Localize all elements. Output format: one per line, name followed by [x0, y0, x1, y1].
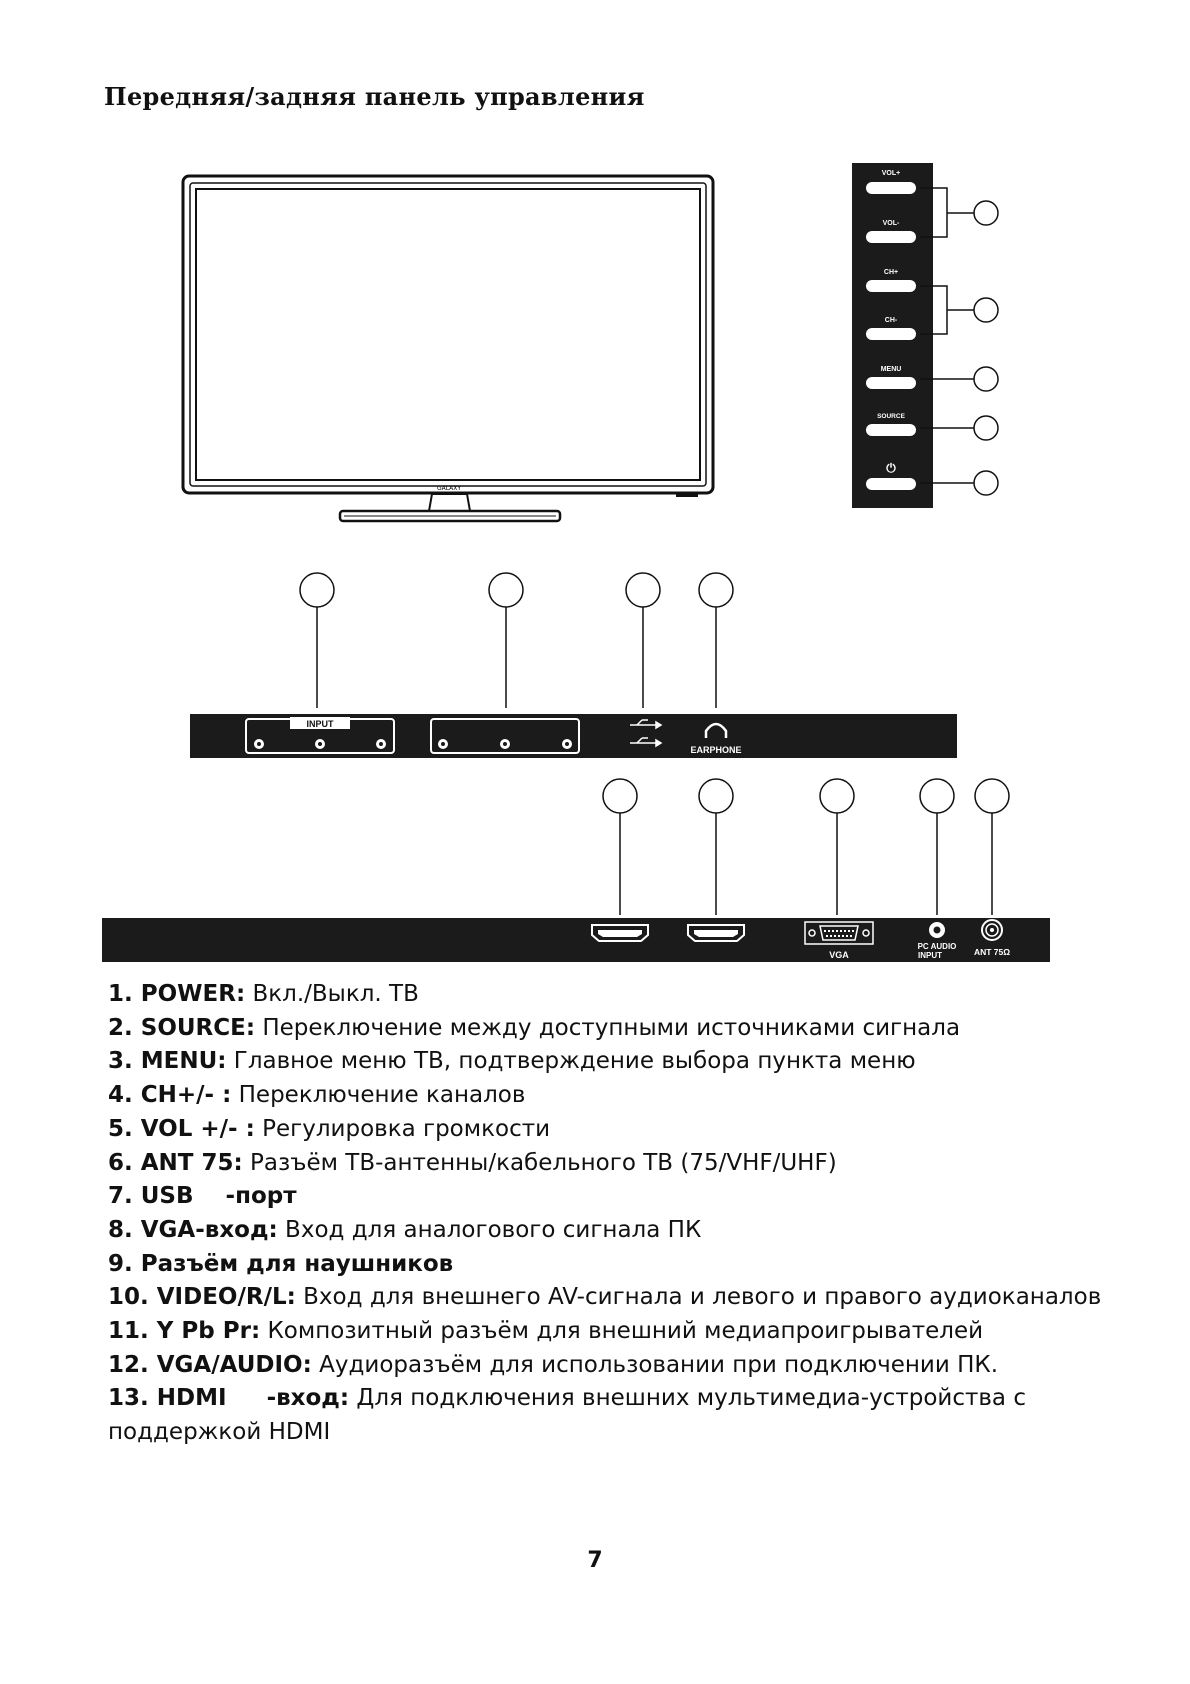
callout-circle	[974, 471, 998, 495]
page-number: 7	[587, 1548, 603, 1573]
input-label: INPUT	[306, 719, 334, 729]
legend-item-ypbpr: 11. Y Pb Pr: Композитный разъём для внешний медиапроигрывателей	[108, 1318, 984, 1345]
svg-text:CH-: CH-	[884, 317, 898, 324]
ant-label: ANT 75Ω	[973, 947, 1011, 957]
svg-text:VOL+: VOL+	[881, 170, 901, 177]
svg-text:SOURCE: SOURCE	[877, 413, 905, 420]
callout-circle	[920, 779, 954, 813]
lower-callouts	[603, 779, 1009, 915]
svg-text:VOL-: VOL-	[882, 220, 900, 227]
tv-brand-mark: GALAXY	[436, 485, 462, 492]
legend-item-video: 10. VIDEO/R/L: Вход для внешнего AV-сигнала и левого и правого аудиоканалов	[108, 1284, 1102, 1311]
tv-front-view	[183, 176, 713, 521]
legend-item-earphone: 9. Разъём для наушников	[108, 1250, 454, 1277]
callout-circle	[974, 367, 998, 391]
legend-item-source: 2. SOURCE: Переключение между доступными источниками сигнала	[108, 1014, 961, 1041]
legend-item-hdmi: 13. HDMI -вход: Для подключения внешних мультимедиа-устройства с поддержкой HDMI	[108, 1385, 1026, 1446]
callout-circle	[820, 779, 854, 813]
callout-circle	[974, 201, 998, 225]
svg-text:CH+: CH+	[883, 269, 899, 276]
legend-item-usb: 7. USB -порт	[108, 1183, 297, 1210]
legend-item-ch: 4. CH+/- : Переключение каналов	[108, 1082, 526, 1109]
lower-connector-panel	[102, 918, 1050, 962]
pc-audio-label-input: INPUT	[918, 951, 942, 960]
callout-circle	[974, 416, 998, 440]
page-title: Передняя/задняя панель управления	[104, 82, 645, 111]
callout-circle	[699, 573, 733, 607]
pc-audio-label: PC AUDIO	[917, 942, 957, 951]
legend-item-menu: 3. MENU: Главное меню ТВ, подтверждение выбора пункта меню	[108, 1048, 916, 1075]
callout-circle	[489, 573, 523, 607]
legend-item-vga: 8. VGA-вход: Вход для аналогового сигнала ПК	[108, 1216, 702, 1243]
callout-circle	[975, 779, 1009, 813]
side-control-panel	[852, 163, 933, 508]
legend-item-ant: 6. ANT 75: Разъём ТВ-антенны/кабельного ТВ (75/VHF/UHF)	[108, 1149, 837, 1176]
legend-list	[108, 978, 1108, 1450]
upper-callouts	[300, 573, 733, 708]
vga-label: VGA	[829, 950, 849, 960]
upper-connector-panel	[190, 714, 957, 758]
legend-item-vga-audio: 12. VGA/AUDIO: Аудиоразъём для использовании при подключении ПК.	[108, 1351, 999, 1378]
callout-circle	[974, 298, 998, 322]
callout-circle	[603, 779, 637, 813]
legend-item-vol: 5. VOL +/- : Регулировка громкости	[108, 1115, 551, 1142]
power-icon: ⏻	[886, 461, 896, 475]
callout-circle	[626, 573, 660, 607]
tv-stand-neck	[429, 494, 470, 511]
svg-text:MENU: MENU	[880, 366, 902, 373]
tv-power-led	[676, 492, 698, 497]
legend-item-power: 1. POWER: Вкл./Выкл. ТВ	[108, 981, 419, 1007]
callout-circle	[300, 573, 334, 607]
callout-circle	[699, 779, 733, 813]
earphone-label: EARPHONE	[690, 745, 742, 755]
